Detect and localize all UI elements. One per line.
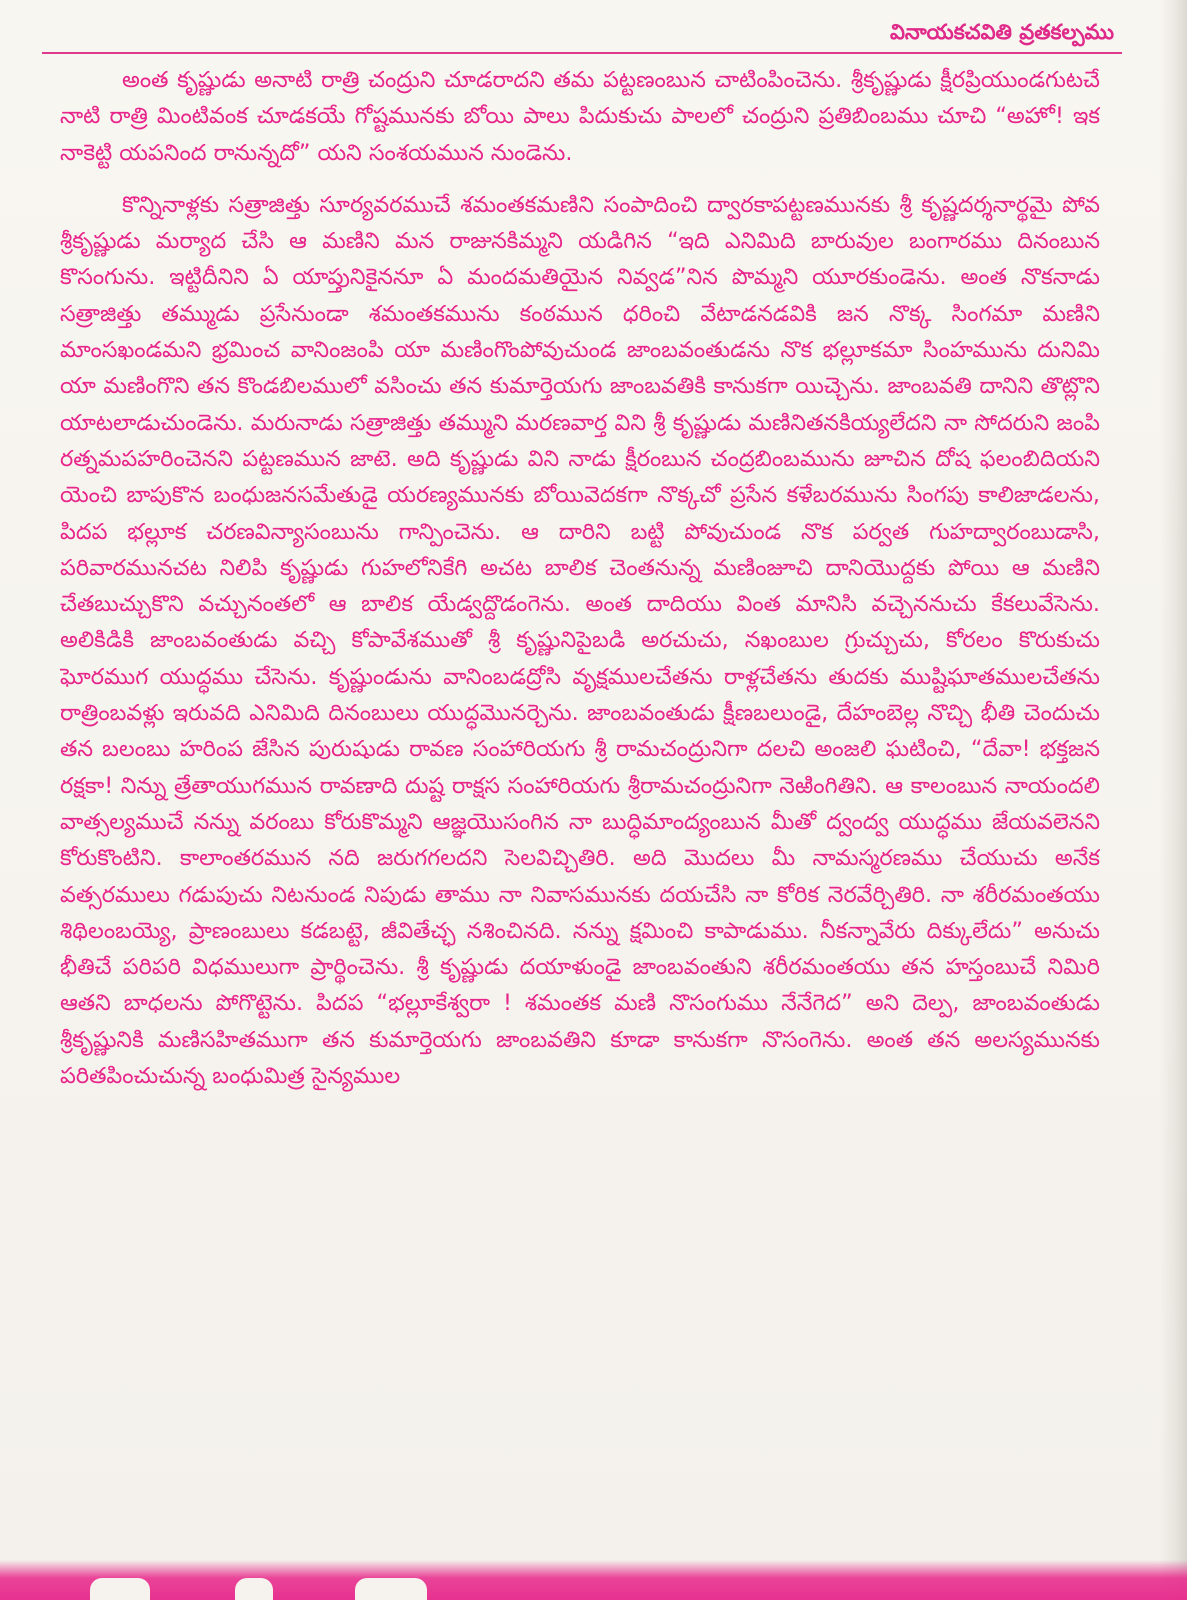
running-title: వినాయకచవితి వ్రతకల్పము [889,20,1114,44]
page-binding-shadow [1159,0,1187,1600]
band-cutout [90,1578,150,1600]
band-cutout [355,1578,427,1600]
page-header [42,14,1122,64]
bottom-color-band [0,1560,1187,1600]
header-rule [42,52,1122,54]
band-cutout [235,1578,273,1600]
body-text [60,62,1100,1562]
paragraph-1: అంత కృష్ణుడు అనాటి రాత్రి చంద్రుని చూడరాదని తమ పట్టణంబున చాటింపించెను. శ్రీకృష్ణుడు క్షీరప్రియుండగుటచే నాటి రాత్రి మింటివంక చూడకయే గోష్టమునకు బోయి పాలు పిదుకుచు పాలలో చంద్రుని ప్రతిబింబము చూచి “అహో! ఇక నాకెట్టి యపనింద రానున్నదో” యని సంశయమున నుండెను. [60,67,1100,166]
paragraph-2: కొన్నినాళ్లకు సత్రాజిత్తు సూర్యవరముచే శమంతకమణిని సంపాదించి ద్వారకాపట్టణమునకు శ్రీ కృష్ణదర్శనార్థమై పోవ శ్రీకృష్ణుడు మర్యాద చేసి ఆ మణిని మన రాజునకిమ్మని యడిగిన “ఇది ఎనిమిది బారువుల బంగారము దినంబున కొసంగును. ఇట్టిదీనిని ఏ యాప్తునికైననూ ఏ మందమతియైన నివ్వడ”నిన పొమ్మని యూరకుండెను. అంత నొకనాడు సత్రాజిత్తు తమ్ముడు ప్రసేనుండా శమంతకమును కంఠమున ధరించి వేటాడనడవికి జన నొక్క సింగమా మణిని మాంసఖండమని భ్రమించ వానింజంపి యా మణింగొంపోవుచుండ జాంబవంతుడను నొక భల్లూకమా సింహమును దునిమి యా మణింగొని తన కొండబిలములో వసించు తన కుమార్తెయగు జాంబవతికి కానుకగా యిచ్చెను. జాంబవతి దానిని తొట్లొని యాటలాడుచుండెను. మరునాడు సత్రాజిత్తు తమ్ముని మరణవార్త విని శ్రీ కృష్ణుడు మణినితనకియ్యలేదని నా సోదరుని జంపి రత్నమపహరించెనని పట్టణమున జాటె. అది కృష్ణుడు విని నాడు క్షీరంబున చంద్రబింబమును జూచిన దోష ఫలంబిదియని యెంచి బాపుకొన బంధుజనసమేతుడై యరణ్యమునకు బోయివెదకగా నొక్కచో ప్రసేన కళేబరమును సింగపు కాలిజాడలను, పిదప భల్లూక చరణవిన్యాసంబును గాన్పించెను. ఆ దారిని బట్టి పోవుచుండ నొక పర్వత గుహద్వారంబుడాసి, పరివారమునచట నిలిపి కృష్ణుడు గుహలోనికేగి అచట బాలిక చెంతనున్న మణింజూచి దానియొద్దకు పోయి ఆ మణిని చేతబుచ్చుకొని వచ్చునంతలో ఆ బాలిక యేడ్వద్దొడంగెను. అంత దాదియు వింత మానిసి వచ్చెననుచు కేకలువేసెను. అలికిడికి జాంబవంతుడు వచ్చి కోపావేశముతో శ్రీ కృష్ణునిపైబడి అరచుచు, నఖంబుల గ్రుచ్చుచు, కోరలం కొరుకుచు ఘోరముగ యుద్ధము చేసెను. కృష్ణుండును వానింబడద్రోసి వృక్షములచేతను రాళ్లచేతను తుదకు ముష్టిఘాతములచేతను రాత్రింబవళ్లు ఇరువది ఎనిమిది దినంబులు యుద్ధమొనర్చెను. జాంబవంతుడు క్షీణబలుండై, దేహంబెల్ల నొచ్చి భీతి చెందుచు తన బలంబు హరింప జేసిన పురుషుడు రావణ సంహారియగు శ్రీ రామచంద్రునిగా దలచి అంజలి ఘటించి, “దేవా! భక్తజన రక్షకా! నిన్ను త్రేతాయుగమున రావణాది దుష్ట రాక్షస సంహారియగు శ్రీరామచంద్రునిగా నెఱింగితిని. ఆ కాలంబున నాయందలి వాత్సల్యముచే నన్ను వరంబు కోరుకొమ్మని ఆజ్ఞయొసంగిన నా బుద్ధిమాంద్యంబున మీతో ద్వంద్వ యుద్ధము జేయవలెనని కోరుకొంటిని. కాలాంతరమున నది జరుగగలదని సెలవిచ్చితిరి. అది మొదలు మీ నామస్మరణము చేయుచు అనేక వత్సరములు గడుపుచు నిటనుండ నిపుడు తాము నా నివాసమునకు దయచేసి నా కోరిక నెరవేర్చితిరి. నా శరీరమంతయు శిథిలంబయ్యె, ప్రాణంబులు కడబట్టె, జీవితేచ్ఛ నశించినది. నన్ను క్షమించి కాపాడుము. నీకన్నావేరు దిక్కులేదు” అనుచు భీతిచే పరిపరి విధములుగా ప్రార్థించెను. శ్రీ కృష్ణుడు దయాళుండై జాంబవంతుని శరీరమంతయు తన హస్తంబుచే నిమిరి ఆతని బాధలను పోగొట్టెను. పిదప “భల్లూకేశ్వరా ! శమంతక మణి నొసంగుము నేనేగెద” అని దెల్ప, జాంబవంతుడు శ్రీకృష్ణునికి మణిసహితముగా తన కుమార్తెయగు జాంబవతిని కూడా కానుకగా నొసంగెను. అంత తన అలస్యమునకు పరితపించుచున్న బంధుమిత్ర సైన్యముల [60,191,1100,1090]
